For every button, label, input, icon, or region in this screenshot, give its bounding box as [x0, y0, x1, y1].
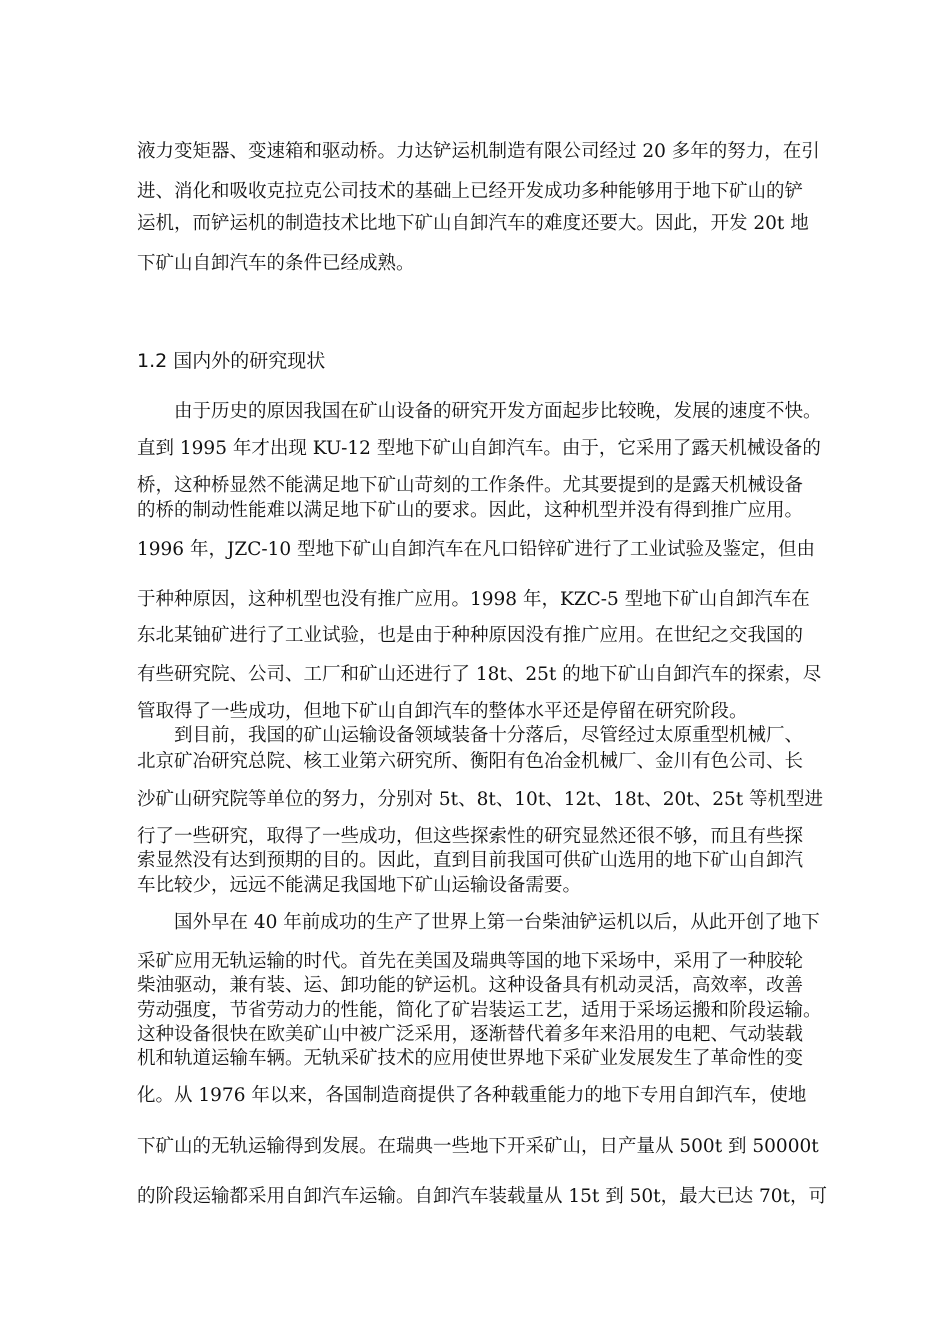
- text-line: 索显然没有达到预期的目的。因此，直到目前我国可供矿山选用的地下矿山自卸汽: [137, 850, 804, 871]
- text-line: 东北某铀矿进行了工业试验，也是由于种种原因没有推广应用。在世纪之交我国的: [137, 625, 804, 646]
- text-line: 有些研究院、公司、工厂和矿山还进行了 18t、25t 的地下矿山自卸汽车的探索，尽: [137, 664, 822, 685]
- text-line: 行了一些研究，取得了一些成功，但这些探索性的研究显然还很不够，而且有些探: [137, 826, 804, 847]
- text-line: 进、消化和吸收克拉克公司技术的基础上已经开发成功多种能够用于地下矿山的铲: [137, 181, 804, 202]
- text-line: 1996 年，JZC-10 型地下矿山自卸汽车在凡口铅锌矿进行了工业试验及鉴定，但由: [137, 539, 816, 560]
- text-line: 直到 1995 年才出现 KU-12 型地下矿山自卸汽车。由于，它采用了露天机械设备的: [137, 438, 821, 459]
- text-line: 沙矿山研究院等单位的努力，分别对 5t、8t、10t、12t、18t、20t、25t 等机型进: [137, 789, 824, 810]
- text-line: 下矿山的无轨运输得到发展。在瑞典一些地下开采矿山，日产量从 500t 到 50000t: [137, 1136, 819, 1157]
- text-line: 液力变矩器、变速箱和驱动桥。力达铲运机制造有限公司经过 20 多年的努力，在引: [137, 141, 820, 162]
- text-line: 管取得了一些成功，但地下矿山自卸汽车的整体水平还是停留在研究阶段。: [137, 701, 748, 722]
- text-line: 由于历史的原因我国在矿山设备的研究开发方面起步比较晚，发展的速度不快。: [137, 401, 822, 422]
- text-line: 国外早在 40 年前成功的生产了世界上第一台柴油铲运机以后，从此开创了地下: [137, 912, 820, 933]
- text-line: 机和轨道运输车辆。无轨采矿技术的应用使世界地下采矿业发展发生了革命性的变: [137, 1048, 804, 1069]
- text-line: 的阶段运输都采用自卸汽车运输。自卸汽车装载量从 15t 到 50t，最大已达 70t，可: [137, 1186, 827, 1207]
- text-line: 到目前，我国的矿山运输设备领域装备十分落后，尽管经过太原重型机械厂、: [137, 725, 804, 746]
- text-line: 桥，这种桥显然不能满足地下矿山苛刻的工作条件。尤其要提到的是露天机械设备: [137, 475, 804, 496]
- section-heading: 1.2 国内外的研究现状: [137, 350, 326, 372]
- text-line: 柴油驱动，兼有装、运、卸功能的铲运机。这种设备具有机动灵活，高效率，改善: [137, 975, 804, 996]
- text-line: 车比较少，远远不能满足我国地下矿山运输设备需要。: [137, 875, 582, 896]
- text-line: 这种设备很快在欧美矿山中被广泛采用，逐渐替代着多年来沿用的电耙、气动装载: [137, 1024, 804, 1045]
- text-line: 于种种原因，这种机型也没有推广应用。1998 年，KZC-5 型地下矿山自卸汽车在: [137, 589, 810, 610]
- text-line: 下矿山自卸汽车的条件已经成熟。: [137, 253, 415, 274]
- text-line: 北京矿冶研究总院、核工业第六研究所、衡阳有色冶金机械厂、金川有色公司、长: [137, 751, 804, 772]
- text-line: 化。从 1976 年以来，各国制造商提供了各种载重能力的地下专用自卸汽车，使地: [137, 1085, 807, 1106]
- text-line: 运机，而铲运机的制造技术比地下矿山自卸汽车的难度还要大。因此，开发 20t 地: [137, 213, 809, 234]
- text-line: 采矿应用无轨运输的时代。首先在美国及瑞典等国的地下采场中，采用了一种胶轮: [137, 951, 804, 972]
- text-line: 劳动强度，节省劳动力的性能，简化了矿岩装运工艺，适用于采场运搬和阶段运输。: [137, 1000, 822, 1021]
- text-line: 的桥的制动性能难以满足地下矿山的要求。因此，这种机型并没有得到推广应用。: [137, 500, 804, 521]
